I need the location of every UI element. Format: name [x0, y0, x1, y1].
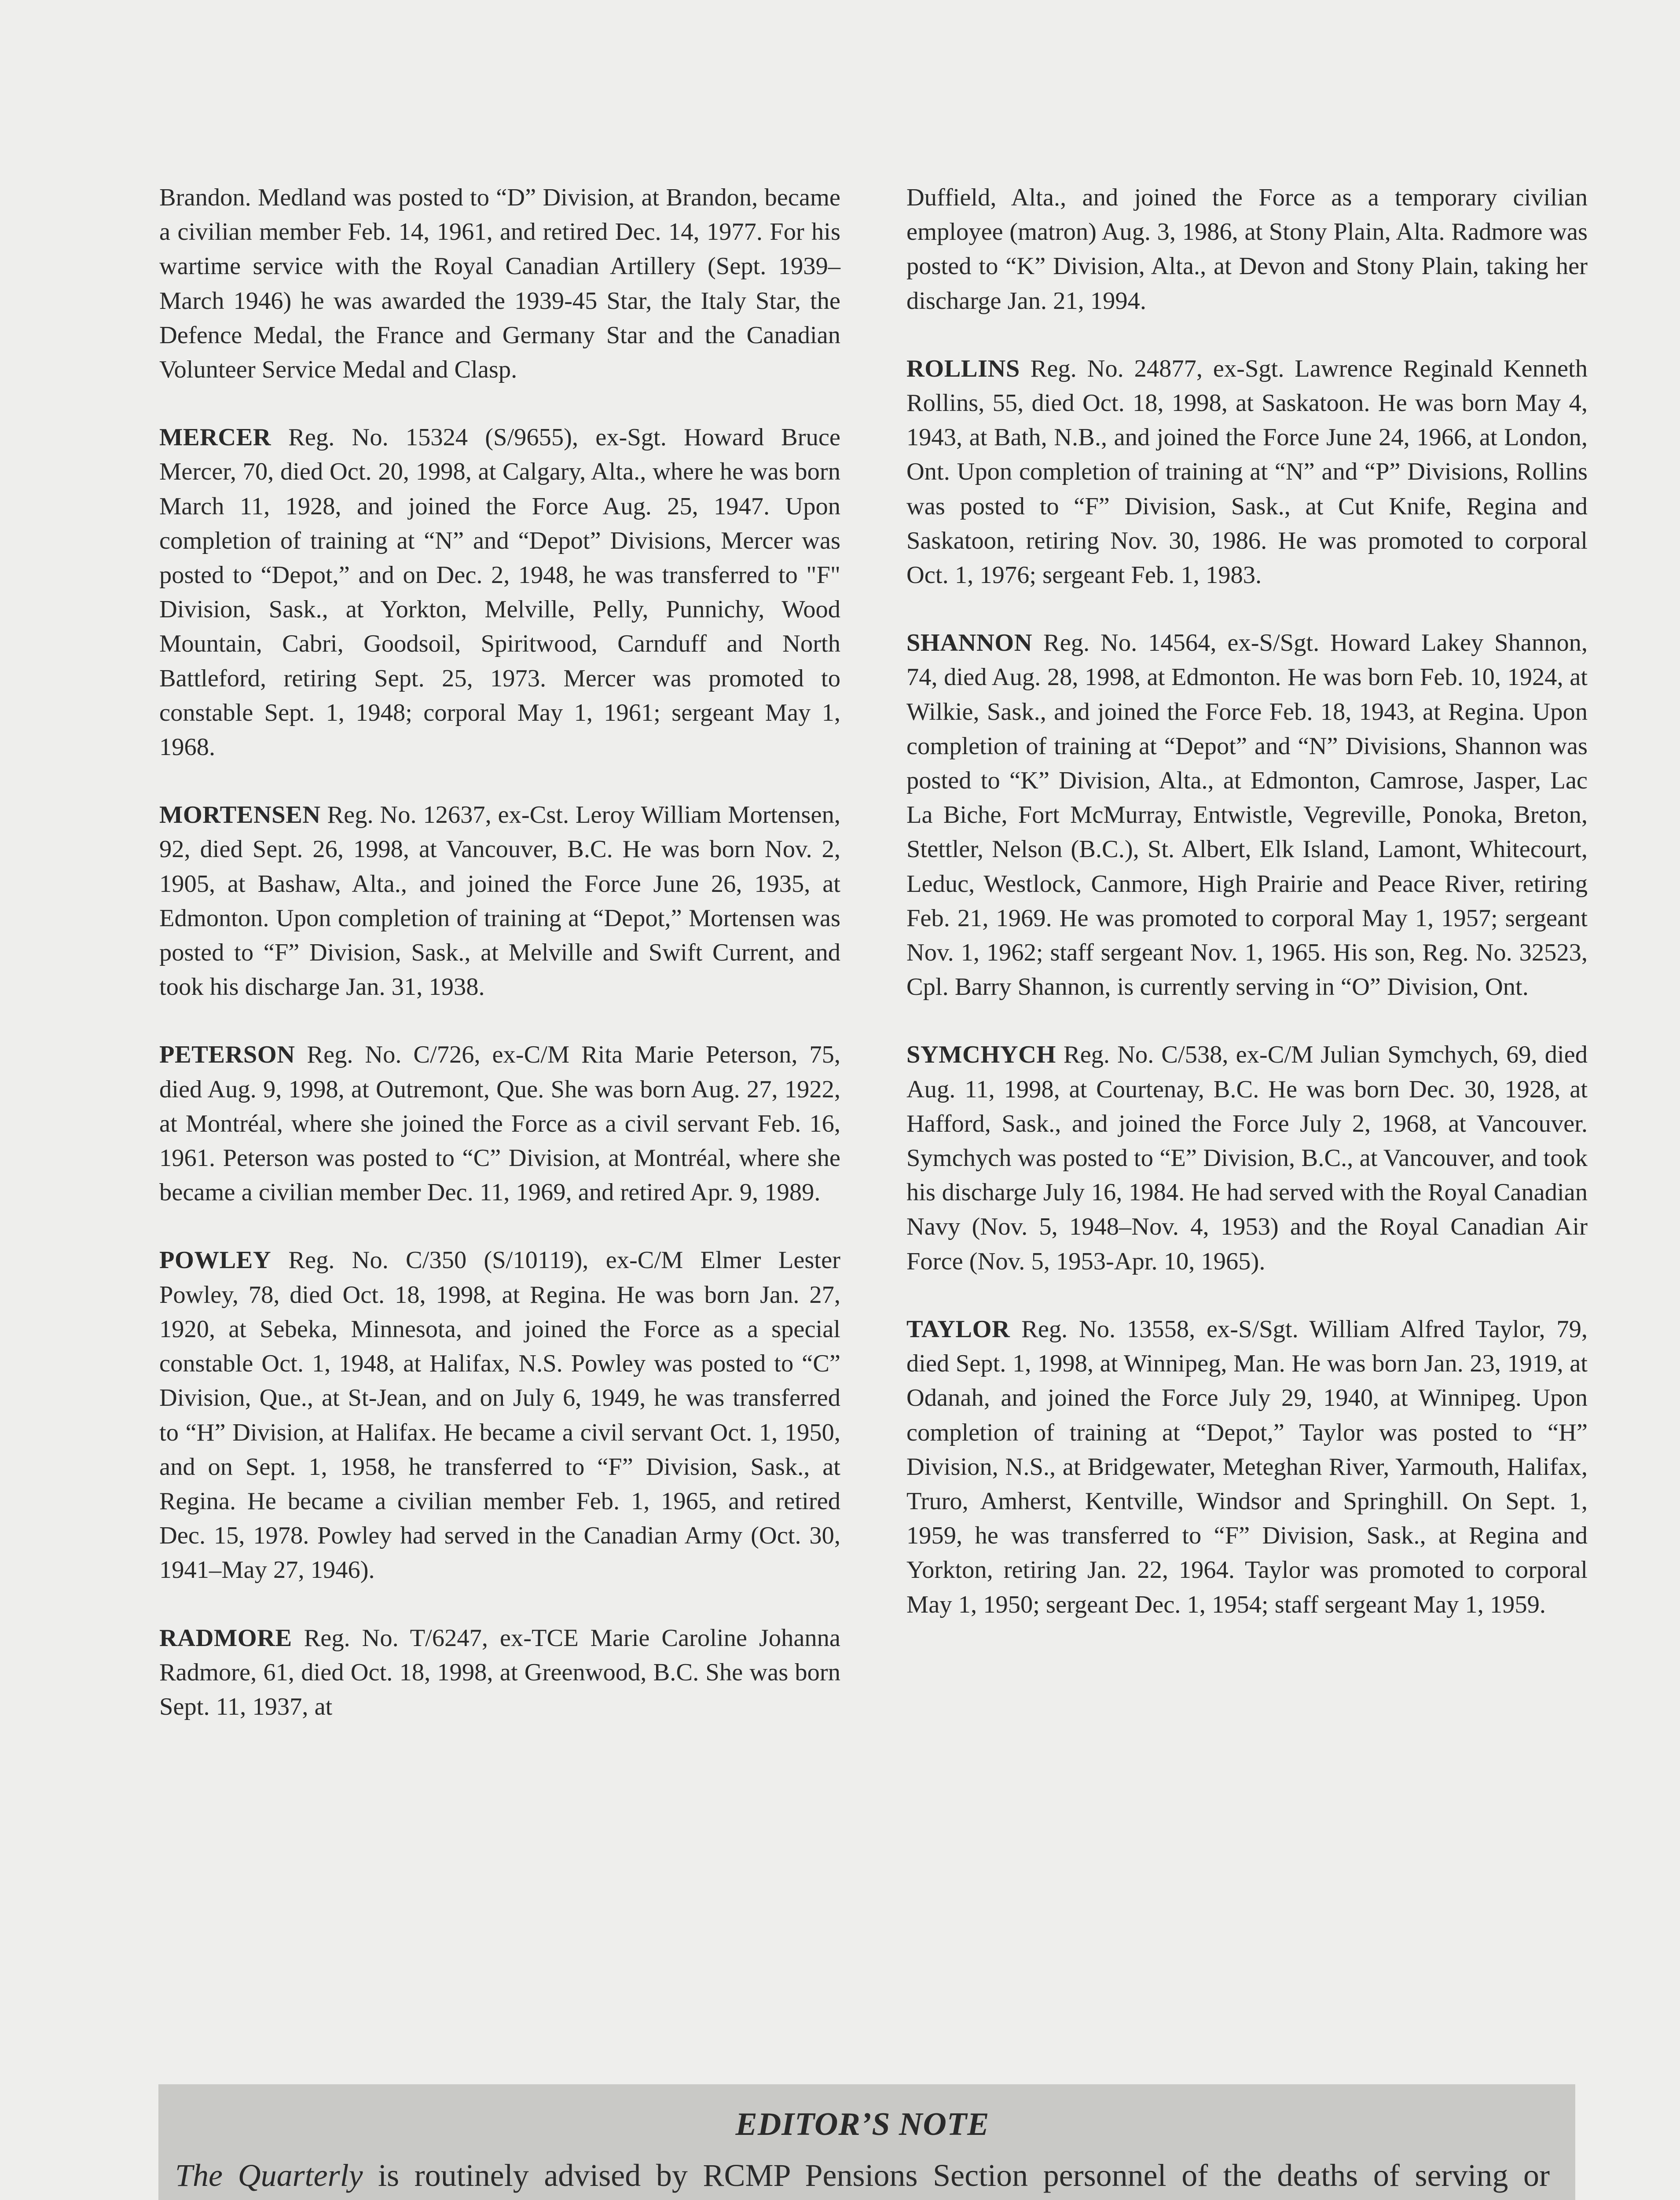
obituary-entry	[906, 180, 1588, 318]
obituary-surname: SYMCHYCH	[906, 1041, 1056, 1069]
obituary-surname: PETERSON	[159, 1041, 295, 1069]
obituary-surname: RADMORE	[159, 1624, 292, 1652]
obituary-surname: TAYLOR	[906, 1315, 1010, 1343]
obituary-entry	[159, 798, 840, 1004]
obituary-entry	[159, 180, 840, 387]
obituary-text: Reg. No. C/538, ex-C/M Julian Symchych, 69, died Aug. 11, 1998, at Courtenay, B.C. He was born Dec. 30, 1928, at Hafford, Sask., and joined the Force July 2, 1968, at Vancouver. Symchych was posted to “E” Division, B.C., at Vancouver, and took his discharge July 16, 1984. He had served with the Royal Canadian Navy (Nov. 5, 1948–Nov. 4, 1953) and the Royal Canadian Air Force (Nov. 5, 1953-Apr. 10, 1965).	[906, 1041, 1588, 1275]
obituary-text: Reg. No. 15324 (S/9655), ex-Sgt. Howard Bruce Mercer, 70, died Oct. 20, 1998, at Calgary, Alta., where he was born March 11, 1928, and joined the Force Aug. 25, 1947. Upon completion of training at “N” and “Depot” Divisions, Mercer was posted to “Depot,” and on Dec. 2, 1948, he was transferred to "F" Division, Sask., at Yorkton, Melville, Pelly, Punnichy, Wood Mountain, Cabri, Goodsoil, Spiritwood, Carnduff and North Battleford, retiring Sept. 25, 1973. Mercer was promoted to constable Sept. 1, 1948; corporal May 1, 1961; sergeant May 1, 1968.	[159, 424, 841, 761]
obituary-text: Reg. No. C/726, ex-C/M Rita Marie Peterson, 75, died Aug. 9, 1998, at Outremont, Que. She was born Aug. 27, 1922, at Montréal, where she joined the Force as a civil servant Feb. 16, 1961. Peterson was posted to “C” Division, at Montréal, where she became a civilian member Dec. 11, 1969, and retired Apr. 9, 1989.	[159, 1041, 840, 1206]
obituary-surname: MORTENSEN	[159, 801, 321, 829]
obituary-text: Reg. No. C/350 (S/10119), ex-C/M Elmer Lester Powley, 78, died Oct. 18, 1998, at Regina. He was born Jan. 27, 1920, at Sebeka, Minnesota, and joined the Force as a special constable Oct. 1, 1948, at Halifax, N.S. Powley was posted to “C” Division, Que., at St-Jean, and on July 6, 1949, he was transferred to “H” Division, at Halifax. He became a civil servant Oct. 1, 1950, and on Sept. 1, 1958, he transferred to “F” Division, Sask., at Regina. He became a civilian member Feb. 1, 1965, and retired Dec. 15, 1978. Powley had served in the Canadian Army (Oct. 30, 1941–May 27, 1946).	[159, 1247, 840, 1584]
obituary-surname: MERCER	[159, 424, 271, 451]
obituary-entry	[159, 1243, 840, 1587]
left-column	[159, 180, 840, 1757]
obituary-entry	[159, 1038, 840, 1210]
obituary-entry	[906, 352, 1588, 592]
editors-note-box	[158, 2084, 1575, 2200]
obituary-entry	[906, 626, 1588, 1004]
obituary-text: Reg. No. 14564, ex-S/Sgt. Howard Lakey Shannon, 74, died Aug. 28, 1998, at Edmonton. He was born Feb. 10, 1924, at Wilkie, Sask., and joined the Force Feb. 18, 1943, at Regina. Upon completion of training at “Depot” and “N” Divisions, Shannon was posted to “K” Division, Alta., at Edmonton, Camrose, Jasper, Lac La Biche, Fort McMurray, Entwistle, Vegreville, Ponoka, Breton, Stettler, Nelson (B.C.), St. Albert, Elk Island, Lamont, Whitecourt, Leduc, Westlock, Canmore, High Prairie and Peace River, retiring Feb. 21, 1969. He was promoted to corporal May 1, 1957; sergeant Nov. 1, 1962; staff sergeant Nov. 1, 1965. His son, Reg. No. 32523, Cpl. Barry Shannon, is currently serving in “O” Division, Ont.	[906, 629, 1588, 1001]
obituary-surname: POWLEY	[159, 1247, 271, 1274]
obituary-surname: ROLLINS	[906, 355, 1020, 382]
obituary-text: Brandon. Medland was posted to “D” Division, at Brandon, became a civilian member Feb. 14, 1961, and retired Dec. 14, 1977. For his wartime service with the Royal Canadian Artillery (Sept. 1939–March 1946) he was awarded the 1939-45 Star, the Italy Star, the Defence Medal, the France and Germany Star and the Canadian Volunteer Service Medal and Clasp.	[159, 184, 840, 384]
obituary-text: Reg. No. T/6247, ex-TCE Marie Caroline Johanna Radmore, 61, died Oct. 18, 1998, at Greenwood, B.C. She was born Sept. 11, 1937, at	[159, 1624, 840, 1720]
obituary-entry	[906, 1038, 1588, 1278]
editors-note-text: is routinely advised by RCMP Pensions Section personnel of the deaths of serving or	[378, 2158, 1550, 2193]
obituary-text: Reg. No. 13558, ex-S/Sgt. William Alfred Taylor, 79, died Sept. 1, 1998, at Winnipeg, Man. He was born Jan. 23, 1919, at Odanah, and joined the Force July 29, 1940, at Winnipeg. Upon completion of training at “Depot,” Taylor was posted to “H” Division, N.S., at Bridgewater, Meteghan River, Yarmouth, Halifax, Truro, Amherst, Kentville, Windsor and Springhill. On Sept. 1, 1959, he was transferred to “F” Division, Sask., at Regina and Yorkton, retiring Jan. 22, 1964. Taylor was promoted to corporal May 1, 1950; sergeant Dec. 1, 1954; staff sergeant May 1, 1959.	[906, 1315, 1588, 1618]
obituary-surname: SHANNON	[906, 629, 1033, 657]
obituary-text: Duffield, Alta., and joined the Force as a temporary civilian employee (matron) Aug. 3, 1986, at Stony Plain, Alta. Radmore was posted to “K” Division, Alta., at Devon and Stony Plain, taking her discharge Jan. 21, 1994.	[906, 184, 1588, 315]
publication-name: The Quarterly	[175, 2158, 363, 2193]
obituary-entry	[906, 1312, 1588, 1622]
editors-note-body	[175, 2152, 1550, 2200]
obituary-text: Reg. No. 12637, ex-Cst. Leroy William Mortensen, 92, died Sept. 26, 1998, at Vancouver, B.C. He was born Nov. 2, 1905, at Bashaw, Alta., and joined the Force June 26, 1935, at Edmonton. Upon completion of training at “Depot,” Mortensen was posted to “F” Division, Sask., at Melville and Swift Current, and took his discharge Jan. 31, 1938.	[159, 801, 841, 1001]
obituary-entry	[159, 420, 840, 764]
editors-note-title: EDITOR’S NOTE	[735, 2106, 990, 2142]
right-column	[906, 180, 1588, 1655]
obituary-entry	[159, 1621, 840, 1724]
obituary-text: Reg. No. 24877, ex-Sgt. Lawrence Reginald Kenneth Rollins, 55, died Oct. 18, 1998, at Saskatoon. He was born May 4, 1943, at Bath, N.B., and joined the Force June 24, 1966, at London, Ont. Upon completion of training at “N” and “P” Divisions, Rollins was posted to “F” Division, Sask., at Cut Knife, Regina and Saskatoon, retiring Nov. 30, 1986. He was promoted to corporal Oct. 1, 1976; sergeant Feb. 1, 1983.	[906, 355, 1588, 589]
